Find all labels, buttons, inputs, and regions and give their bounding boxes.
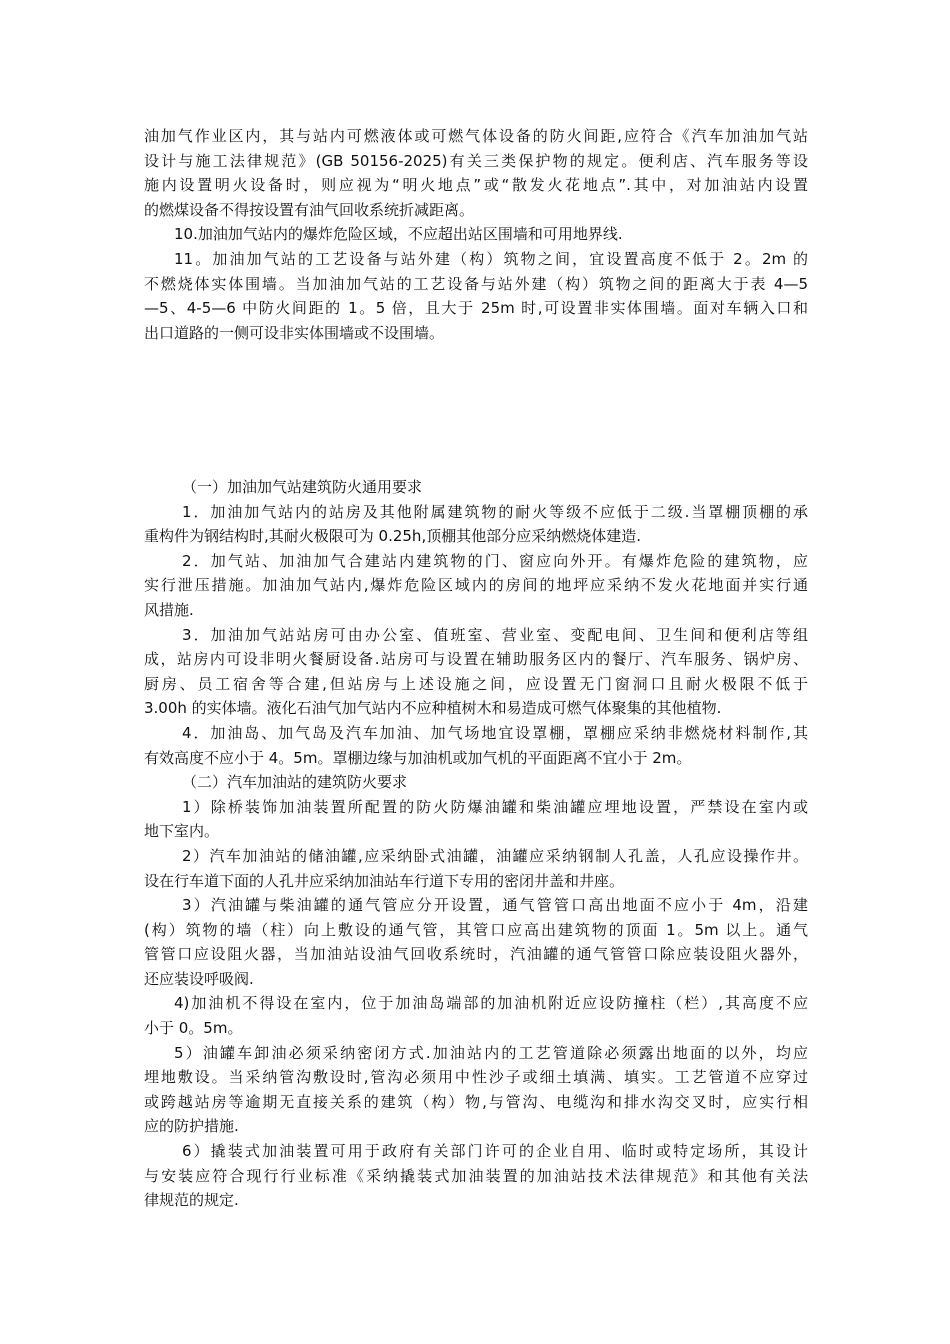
sub-item-6: 6）撬装式加油装置可用于政府有关部门许可的企业自用、临时或特定场所，其设计 — [182, 1142, 808, 1161]
paragraph-line: 不燃烧体实体围墙。当加油加气站的工艺设备与站外建（构）筑物之间的距离大于表 4—5 — [144, 274, 808, 293]
paragraph-line: 有效高度不应小于 4。5m。罩棚边缘与加油机或加气机的平面距离不宜小于 2m。 — [144, 748, 692, 767]
sub-item-5: 5）油罐车卸油必须采纳密闭方式.加油站内的工艺管道除必须露出地面的以外，均应 — [174, 1043, 808, 1062]
paragraph-line: 重构件为钢结构时,其耐火极限可为 0.25h,顶棚其他部分应采纳燃烧体建造. — [144, 527, 641, 546]
section-heading-2: （二）汽车加油站的建筑防火要求 — [182, 773, 408, 792]
paragraph-line: 地下室内。 — [144, 822, 220, 841]
paragraph-line: 油加气作业区内，其与站内可燃液体或可燃气体设备的防火间距,应符合《汽车加油加气站 — [144, 127, 808, 145]
paragraph-line: 风措施. — [144, 600, 194, 619]
main-section — [144, 475, 808, 1213]
paragraph-line: 与安装应符合现行行业标准《采纳撬装式加油装置的加油站技术法律规范》和其他有关法 — [144, 1166, 808, 1185]
section-heading-1: （一）加油加气站建筑防火通用要求 — [182, 478, 423, 496]
paragraph-line: 施内设置明火设备时，则应视为“明火地点”或“散发火花地点”.其中，对加油站内设置 — [144, 176, 808, 195]
item-1: 1．加油加气站内的站房及其他附属建筑物的耐火等级不应低于二级.当罩棚顶棚的承 — [182, 502, 808, 521]
paragraph-line: 小于 0。5m。 — [144, 1019, 243, 1038]
item-3: 3．加油加气站站房可由办公室、值班室、营业室、变配电间、卫生间和便利店等组 — [182, 625, 808, 644]
paragraph-line: 埋地敷设。当采纳管沟敷设时,管沟必须用中性沙子或细土填满、填实。工艺管道不应穿过 — [144, 1068, 808, 1087]
clause-10: 10.加油加气站内的爆炸危险区域，不应超出站区围墙和可用地界线. — [174, 225, 623, 244]
item-4: 4．加油岛、加气岛及汽车加油、加气场地宜设罩棚，罩棚应采纳非燃烧材料制作,其 — [182, 723, 808, 742]
paragraph-line: 律规范的规定. — [144, 1191, 239, 1210]
paragraph-line: 成，站房内可设非明火餐厨设备.站房可与设置在辅助服务区内的餐厅、汽车服务、锅炉房、 — [144, 650, 808, 669]
paragraph-line: 出口道路的一侧可设非实体围墙或不设围墙。 — [144, 323, 445, 342]
paragraph-line: 3.00h 的实体墙。液化石油气加气站内不应种植树木和易造成可燃气体聚集的其他植物. — [144, 699, 722, 718]
paragraph-line: 厨房、员工宿舍等合建,但站房与上述设施之间，应设置无门窗洞口且耐火极限不低于 — [144, 674, 808, 693]
paragraph-line: 管管口应设阻火器，当加油站设油气回收系统时，汽油罐的通气管管口除应装设阻火器外， — [144, 945, 808, 964]
intro-section — [144, 124, 808, 345]
paragraph-line: (构）筑物的墙（柱）向上敷设的通气管，其管口应高出建筑物的顶面 1。5m 以上。通气 — [144, 920, 808, 939]
sub-item-2: 2）汽车加油站的储油罐,应采纳卧式油罐，油罐应采纳钢制人孔盖，人孔应设操作井。 — [182, 846, 808, 865]
item-2: 2．加气站、加油加气合建站内建筑物的门、窗应向外开。有爆炸危险的建筑物，应 — [182, 551, 808, 570]
paragraph-line: 还应装设呼吸阀. — [144, 969, 254, 988]
paragraph-line: 或跨越站房等逾期无直接关系的建筑（构）物,与管沟、电缆沟和排水沟交叉时，应实行相 — [144, 1092, 808, 1111]
sub-item-1: 1）除桥装饰加油装置所配置的防火防爆油罐和柴油罐应埋地设置，严禁设在室内或 — [182, 797, 808, 816]
paragraph-line: 的燃煤设备不得按设置有油气回收系统折减距离。 — [144, 200, 475, 219]
paragraph-line: 设计与施工法律规范》(GB 50156-2025)有关三类保护物的规定。便利店、汽车服务等设 — [144, 151, 808, 170]
paragraph-line: 应的防护措施. — [144, 1117, 239, 1136]
paragraph-line: 实行泄压措施。加油加气站内,爆炸危险区域内的房间的地坪应采纳不发火花地面并实行通 — [144, 576, 808, 595]
sub-item-3: 3）汽油罐与柴油罐的通气管应分开设置，通气管管口高出地面不应小于 4m，沿建 — [182, 896, 808, 915]
clause-11: 11。加油加气站的工艺设备与站外建（构）筑物之间，宜设置高度不低于 2。2m 的 — [174, 249, 808, 268]
paragraph-line: 设在行车道下面的人孔井应采纳加油站车行道下专用的密闭井盖和井座。 — [144, 871, 625, 890]
paragraph-line: —5、4-5—6 中防火间距的 1。5 倍，且大于 25m 时,可设置非实体围墙。面对车辆入口和 — [144, 299, 808, 318]
sub-item-4: 4)加油机不得设在室内，位于加油岛端部的加油机附近应设防撞柱（栏）,其高度不应 — [174, 994, 808, 1013]
